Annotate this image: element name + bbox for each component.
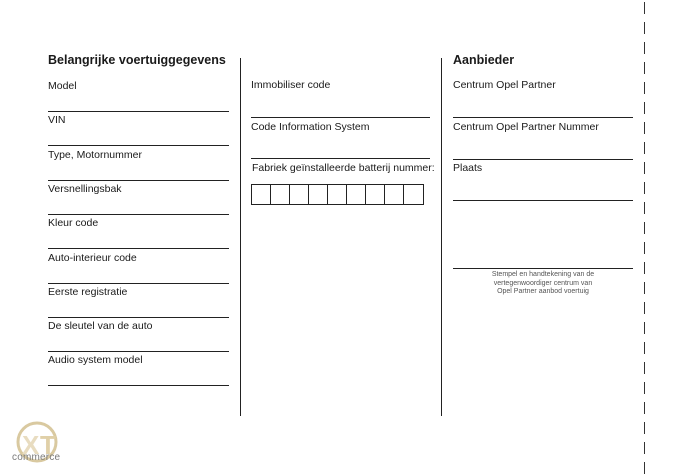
field-label: Versnellingsbak [48, 183, 122, 195]
field-label: Centrum Opel Partner Nummer [453, 121, 599, 133]
field-line[interactable] [48, 351, 229, 352]
battery-digit-box[interactable] [404, 185, 423, 204]
cut-line-segment [644, 242, 645, 254]
field-line[interactable] [453, 159, 633, 160]
battery-digit-box[interactable] [309, 185, 328, 204]
cut-line-segment [644, 362, 645, 374]
field-label: Model [48, 80, 77, 92]
cut-line-segment [644, 22, 645, 34]
field-line[interactable] [48, 283, 229, 284]
cut-line-segment [644, 322, 645, 334]
cut-line-segment [644, 182, 645, 194]
column-divider-left [240, 58, 241, 416]
field-label: VIN [48, 114, 66, 126]
field-label: Centrum Opel Partner [453, 79, 556, 91]
cut-line-segment [644, 402, 645, 414]
field-line[interactable] [48, 180, 229, 181]
field-label: Code Information System [251, 121, 370, 133]
cut-line-segment [644, 102, 645, 114]
field-line[interactable] [251, 117, 430, 118]
cut-line-segment [644, 142, 645, 154]
battery-digit-box[interactable] [271, 185, 290, 204]
cut-line-segment [644, 262, 645, 274]
battery-number-label: Fabriek geïnstalleerde batterij nummer: [252, 162, 435, 174]
stamp-signature-note: Stempel en handtekening van de vertegenwoordiger centrum van Opel Partner aanbod voertuig [491, 271, 595, 295]
cut-line-segment [644, 442, 645, 454]
field-line[interactable] [48, 385, 229, 386]
cut-line-segment [644, 2, 645, 14]
cut-line-segment [644, 222, 645, 234]
vehicle-data-heading: Belangrijke voertuiggegevens [48, 53, 226, 67]
field-label: Plaats [453, 162, 483, 174]
field-label: Auto-interieur code [48, 252, 137, 264]
cut-line-segment [644, 162, 645, 174]
field-line[interactable] [48, 214, 229, 215]
field-line[interactable] [453, 117, 633, 118]
stamp-signature-line[interactable] [453, 268, 633, 269]
field-label: Eerste registratie [48, 286, 128, 298]
cut-line-segment [644, 342, 645, 354]
battery-digit-box[interactable] [385, 185, 404, 204]
cut-line-segment [644, 82, 645, 94]
cut-line-segment [644, 42, 645, 54]
field-line[interactable] [251, 158, 430, 159]
field-line[interactable] [48, 111, 229, 112]
field-label: De sleutel van de auto [48, 320, 153, 332]
battery-digit-box[interactable] [366, 185, 385, 204]
battery-digit-box[interactable] [347, 185, 366, 204]
cut-line-segment [644, 302, 645, 314]
column-divider-right [441, 58, 442, 416]
field-line[interactable] [48, 145, 229, 146]
field-label: Audio system model [48, 354, 143, 366]
cut-line-segment [644, 422, 645, 434]
field-label: Type, Motornummer [48, 149, 142, 161]
battery-digit-box[interactable] [290, 185, 309, 204]
field-label: Immobiliser code [251, 79, 331, 91]
battery-digit-box[interactable] [328, 185, 347, 204]
svg-text:T: T [40, 430, 56, 460]
logo-text: commerce [12, 452, 61, 463]
field-line[interactable] [453, 200, 633, 201]
cut-line-segment [644, 122, 645, 134]
cut-line-segment [644, 462, 645, 474]
field-line[interactable] [48, 248, 229, 249]
svg-text:X: X [22, 430, 40, 460]
cut-line-segment [644, 202, 645, 214]
cut-line-segment [644, 282, 645, 294]
field-line[interactable] [48, 317, 229, 318]
cut-line-segment [644, 62, 645, 74]
supplier-heading: Aanbieder [453, 53, 515, 67]
battery-number-boxes[interactable] [251, 184, 424, 205]
cut-line-segment [644, 382, 645, 394]
battery-digit-box[interactable] [252, 185, 271, 204]
field-label: Kleur code [48, 217, 99, 229]
